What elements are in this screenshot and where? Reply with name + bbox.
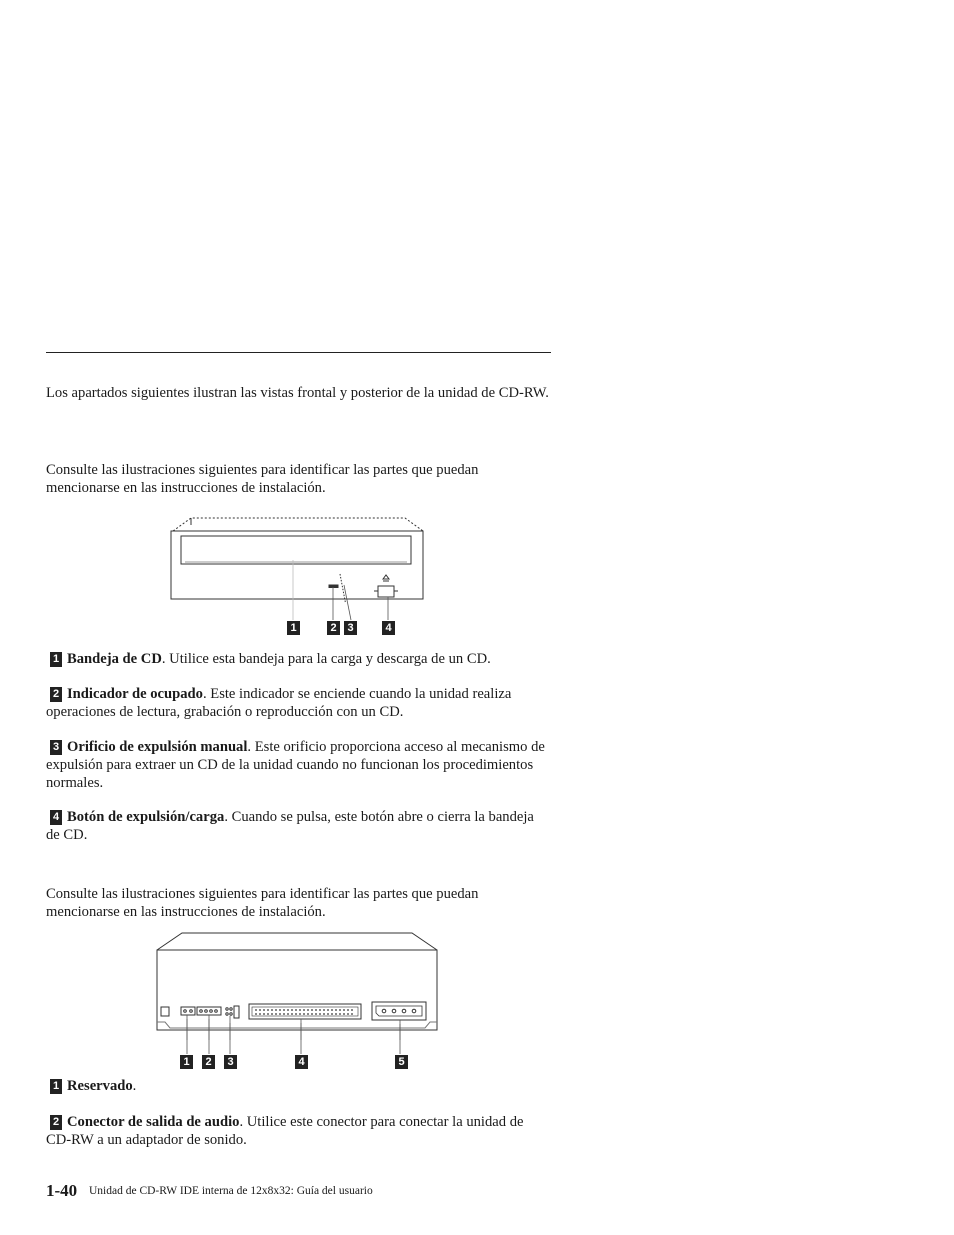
rear-callout-1: 1 bbox=[180, 1055, 193, 1069]
rear-callout-5: 5 bbox=[395, 1055, 408, 1069]
rear-view-leader-lines bbox=[180, 1019, 410, 1055]
rear-item-2 bbox=[46, 1113, 551, 1149]
rear-callout-2: 2 bbox=[202, 1055, 215, 1069]
front-view-leader-lines bbox=[280, 560, 410, 622]
front-item-1-number: 1 bbox=[50, 652, 62, 667]
front-item-1-text: . Utilice esta bandeja para la carga y descarga de un CD. bbox=[161, 651, 491, 667]
rear-item-1-title: Reservado bbox=[67, 1078, 133, 1094]
front-item-2-title: Indicador de ocupado bbox=[67, 686, 203, 702]
rear-item-2-number: 2 bbox=[50, 1115, 62, 1130]
front-item-4-text: . Cuando se pulsa, este botón abre o cierra la bandeja de CD. bbox=[46, 809, 534, 843]
rear-item-2-text: . Utilice este conector para conectar la unidad de CD-RW a un adaptador de sonido. bbox=[46, 1114, 524, 1148]
front-item-1-title: Bandeja de CD bbox=[67, 651, 162, 667]
rear-item-1-number: 1 bbox=[50, 1079, 62, 1094]
front-item-3-text: . Este orificio proporciona acceso al mecanismo de expulsión para extraer un CD de la unidad cuando no funcionan los procedimientos normales. bbox=[46, 739, 545, 791]
intro-paragraph: Los apartados siguientes ilustran las vistas frontal y posterior de la unidad de CD-RW. bbox=[46, 385, 549, 401]
front-callout-4: 4 bbox=[382, 621, 395, 635]
front-item-2-text: . Este indicador se enciende cuando la unidad realiza operaciones de lectura, grabación o reproducción con un CD. bbox=[46, 686, 512, 720]
running-footer: Unidad de CD-RW IDE interna de 12x8x32: Guía del usuario bbox=[89, 1185, 373, 1197]
front-item-3 bbox=[46, 738, 551, 792]
rear-item-1-text: . bbox=[132, 1078, 137, 1094]
front-callout-3: 3 bbox=[344, 621, 357, 635]
front-item-4-number: 4 bbox=[50, 810, 62, 825]
rear-callout-3: 3 bbox=[224, 1055, 237, 1069]
front-item-2-number: 2 bbox=[50, 687, 62, 702]
rear-item-2-title: Conector de salida de audio bbox=[67, 1114, 240, 1130]
page-number: 1-40 bbox=[46, 1181, 78, 1200]
front-item-2 bbox=[46, 685, 551, 721]
front-item-1 bbox=[46, 650, 551, 668]
front-callout-1: 1 bbox=[287, 621, 300, 635]
front-item-4-title: Botón de expulsión/carga bbox=[67, 809, 225, 825]
front-item-4 bbox=[46, 808, 551, 844]
section-rule bbox=[46, 352, 551, 353]
rear-item-1 bbox=[46, 1077, 551, 1095]
rear-view-intro: Consulte las ilustraciones siguientes para identificar las partes que puedan mencionarse en las instrucciones de instalación. bbox=[46, 886, 479, 920]
front-item-3-number: 3 bbox=[50, 740, 62, 755]
front-item-3-title: Orificio de expulsión manual bbox=[67, 739, 248, 755]
front-callout-2: 2 bbox=[327, 621, 340, 635]
rear-callout-4: 4 bbox=[295, 1055, 308, 1069]
front-view-intro: Consulte las ilustraciones siguientes para identificar las partes que puedan mencionarse en las instrucciones de instalación. bbox=[46, 462, 479, 496]
